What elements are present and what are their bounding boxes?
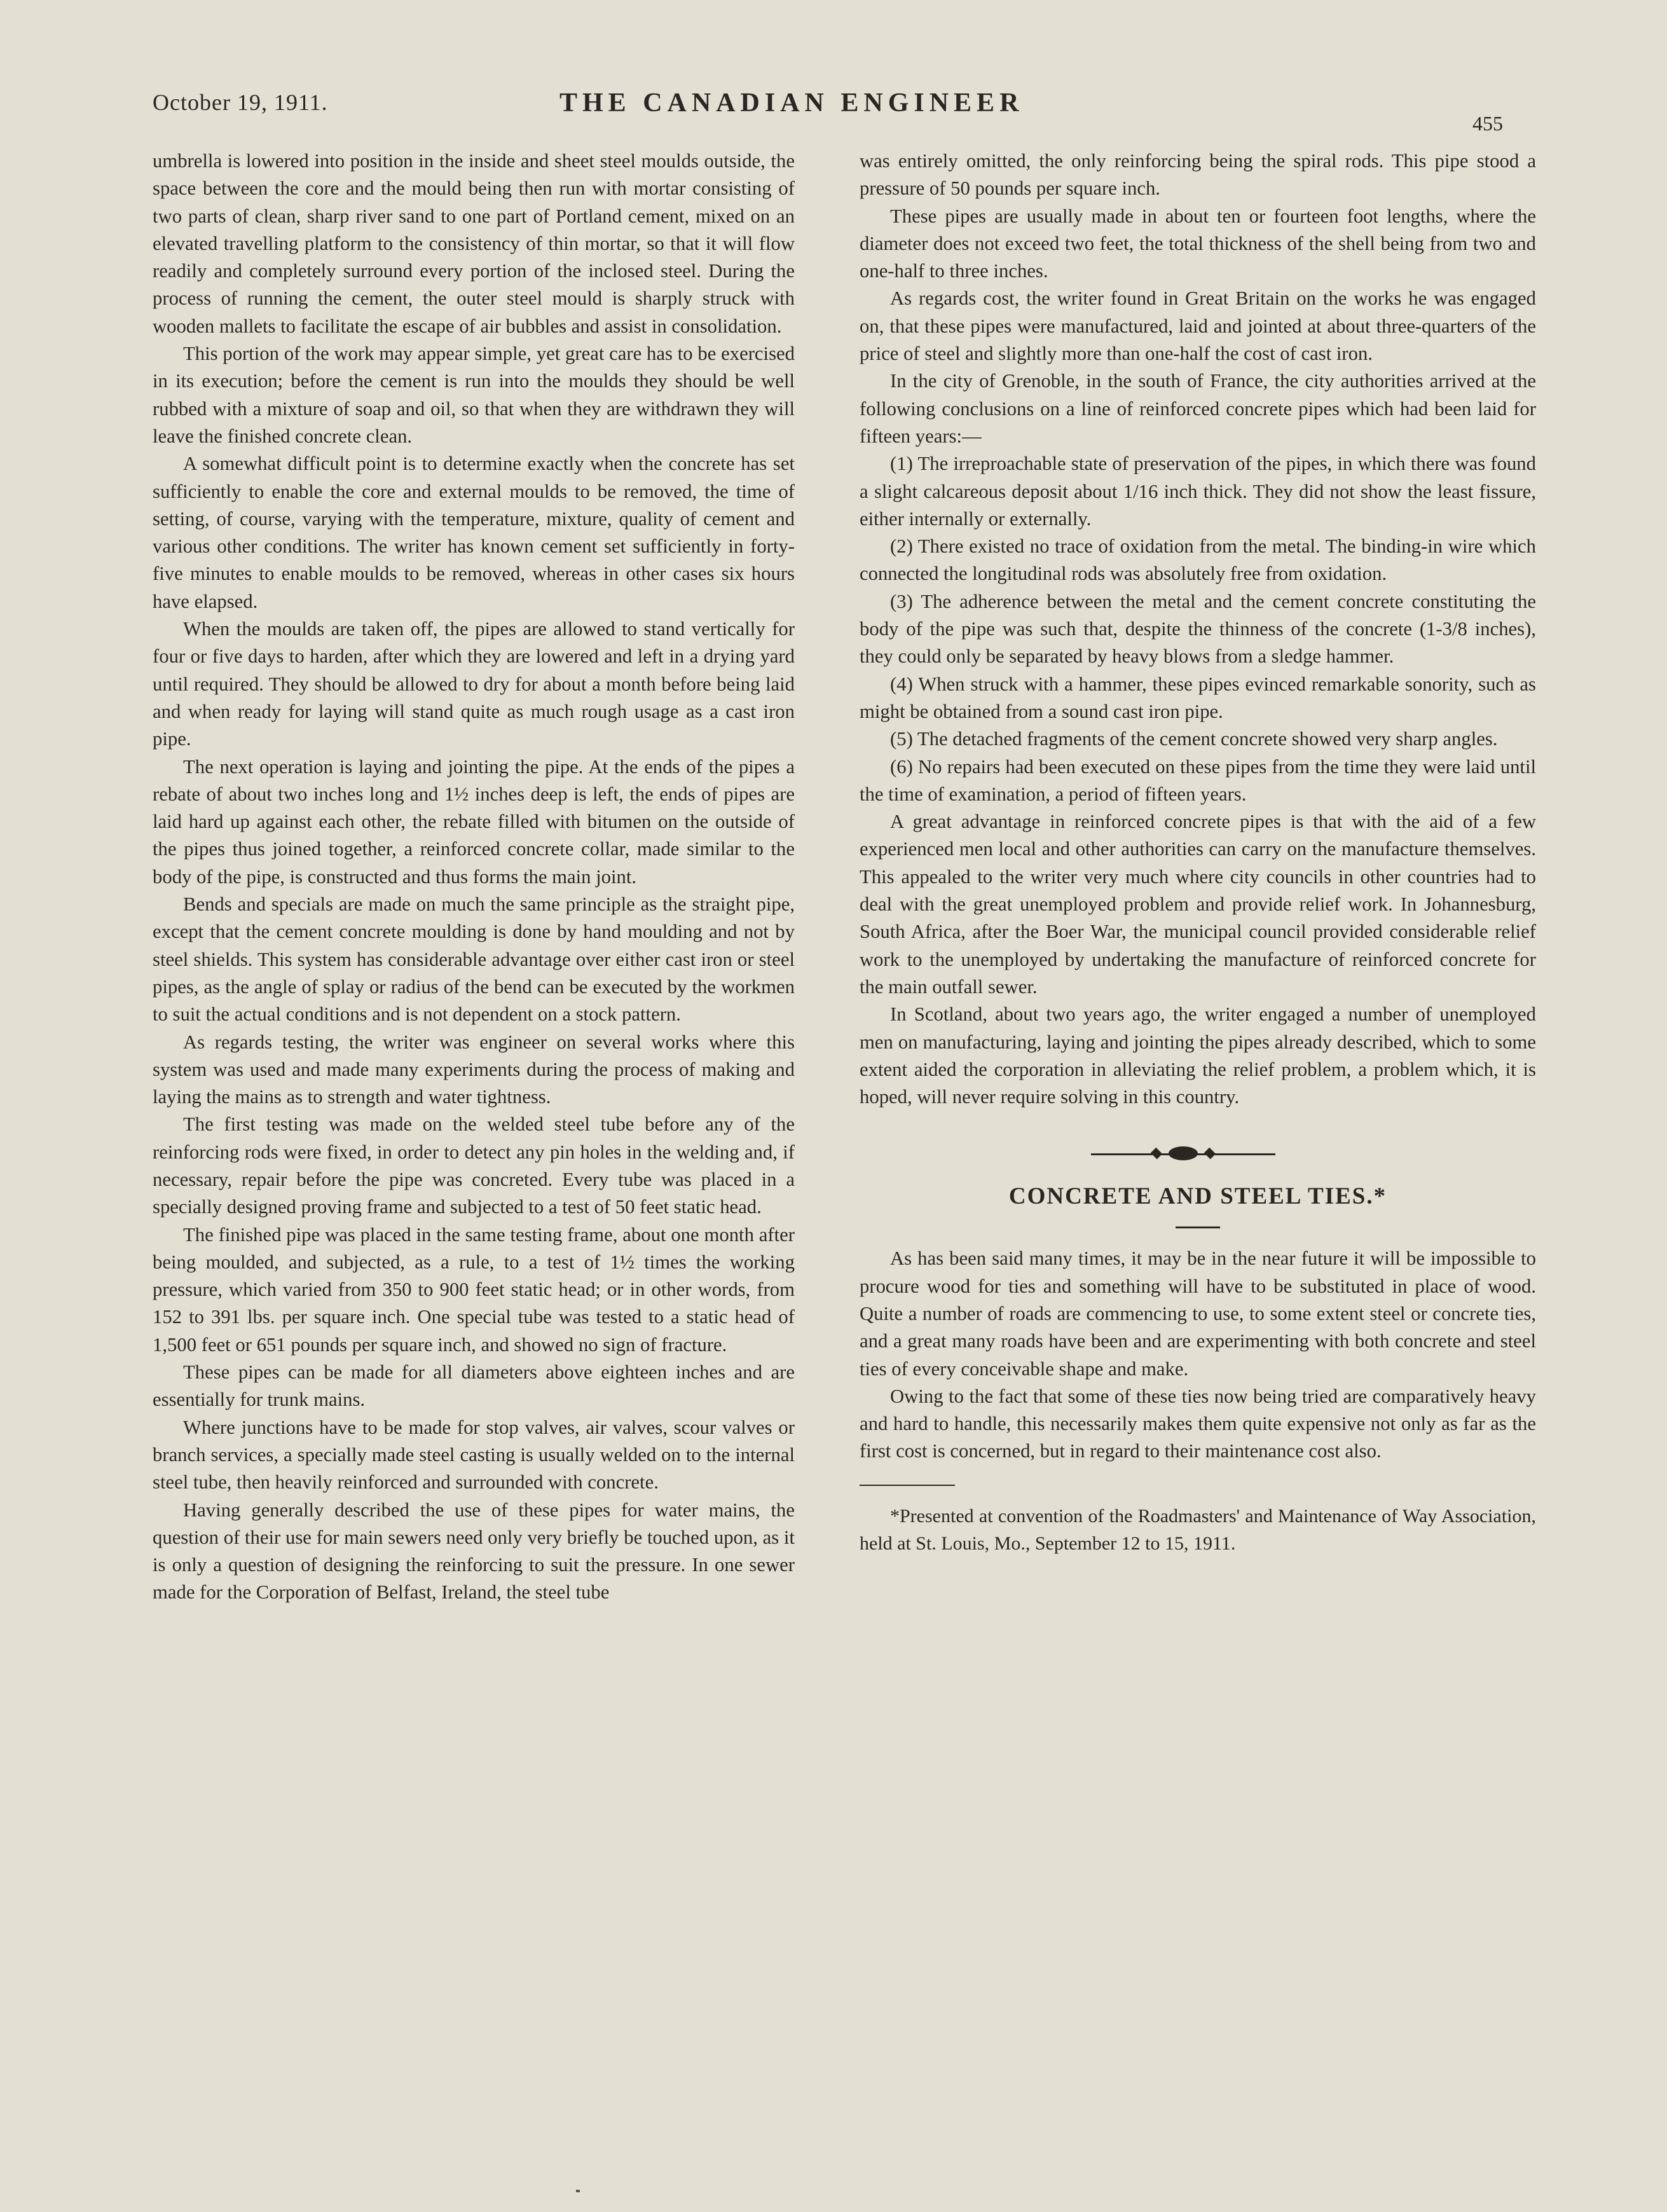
paragraph: Owing to the fact that some of these ties now being tried are comparatively heavy and hard to handle, this necessarily makes them quite expensive not only as far as the first cost is concerned, but in regard to their maintenance cost also. xyxy=(860,1385,1536,1462)
ornamental-divider xyxy=(860,1140,1536,1168)
paragraph: (5) The detached fragments of the cement concrete showed very sharp angles. xyxy=(890,728,1498,750)
section-heading: CONCRETE AND STEEL TIES.* xyxy=(1008,1183,1387,1210)
paragraph: In the city of Grenoble, in the south of France, the city authorities arrived at the following conclusions on a line of reinforced concrete pipes which had been laid for fifteen years:— xyxy=(860,370,1536,447)
right-column xyxy=(860,148,1536,1557)
paragraph: As regards testing, the writer was engineer on several works where this system was used and made many experiments during the process of making and laying the mains as to strength and water tightness. xyxy=(153,1031,795,1108)
paragraph: The first testing was made on the welded steel tube before any of the reinforcing rods were fixed, in order to detect any pin holes in the welding and, if necessary, repair before the pipe was concreted. Every tube was placed in a specially designed proving frame and subjected to a test of 50 feet static head. xyxy=(153,1113,795,1218)
journal-title: THE CANADIAN ENGINEER xyxy=(559,88,1024,118)
paragraph: The next operation is laying and jointing the pipe. At the ends of the pipes a rebate of about two inches long and 1½ inches deep is left, the ends of pipes are laid hard up against each other, the rebate filled with bitumen on the outside of the pipes thus joined together, a reinforced concrete collar, made similar to the body of the pipe, is constructed and thus forms the main joint. xyxy=(153,755,795,888)
page-header xyxy=(0,88,1667,135)
paragraph: A somewhat difficult point is to determine exactly when the concrete has set sufficiently to enable the core and external moulds to be removed, the time of setting, of course, varying with the temperature, mixture, quality of cement and various other conditions. The writer has known cement set sufficiently in forty-five minutes to enable moulds to be removed, whereas in other cases six hours have elapsed. xyxy=(153,453,795,612)
paragraph: (2) There existed no trace of oxidation from the metal. The binding-in wire which connected the longitudinal rods was absolutely free from oxidation. xyxy=(860,535,1536,585)
paragraph: was entirely omitted, the only reinforcing being the spiral rods. This pipe stood a pressure of 50 pounds per square inch. xyxy=(860,150,1536,200)
paragraph: As regards cost, the writer found in Great Britain on the works he was engaged on, that these pipes were manufactured, laid and jointed at about three-quarters of the price of steel and slightly more than one-half the cost of cast iron. xyxy=(860,287,1536,365)
footnote: *Presented at convention of the Roadmasters' and Maintenance of Way Association, held at St. Louis, Mo., September 12 to 15, 1911. xyxy=(860,1505,1536,1554)
footnote-rule xyxy=(860,1485,955,1486)
paragraph: umbrella is lowered into position in the inside and sheet steel moulds outside, the space between the core and the mould being then run with mortar consisting of two parts of clean, sharp river sand to one part of Portland cement, mixed on an elevated travelling platform to the consistency of thin mortar, so that it will flow readily and completely surround every portion of the inclosed steel. During the process of running the cement, the outer steel mould is sharply struck with wooden mallets to facilitate the escape of air bubbles and assist in consolidation. xyxy=(153,150,795,337)
paragraph: Having generally described the use of these pipes for water mains, the question of their use for main sewers need only very briefly be touched upon, as it is only a question of designing the reinforcing to suit the pressure. In one sewer made for the Corporation of Belfast, Ireland, the steel tube xyxy=(153,1499,795,1604)
paragraph: These pipes can be made for all diameters above eighteen inches and are essentially for trunk mains. xyxy=(153,1361,795,1411)
paragraph: (1) The irreproachable state of preservation of the pipes, in which there was found a slight calcareous deposit about 1/16 inch thick. They did not show the least fissure, either internally or externally. xyxy=(860,453,1536,530)
paragraph: (3) The adherence between the metal and the cement concrete constituting the body of the pipe was such that, despite the thinness of the concrete (1-3/8 inches), they could only be separated by heavy blows from a sledge hammer. xyxy=(860,590,1536,668)
issue-date: October 19, 1911. xyxy=(153,90,328,115)
heading-rule xyxy=(1176,1226,1220,1228)
paragraph: When the moulds are taken off, the pipes are allowed to stand vertically for four or five days to harden, after which they are lowered and left in a drying yard until required. They should be allowed to dry for about a month before being laid and when ready for laying will stand quite as much rough usage as a cast iron pipe. xyxy=(153,618,795,750)
paragraph: In Scotland, about two years ago, the writer engaged a number of unemployed men on manufacturing, laying and jointing the pipes already described, which to some extent aided the corporation in alleviating the relief problem, a problem which, it is hoped, will never require solving in this country. xyxy=(860,1003,1536,1108)
print-mark xyxy=(576,2190,580,2192)
paragraph: These pipes are usually made in about ten or fourteen foot lengths, where the diameter does not exceed two feet, the total thickness of the shell being from two and one-half to three inches. xyxy=(860,205,1536,282)
paragraph: (6) No repairs had been executed on these pipes from the time they were laid until the time of examination, a period of fifteen years. xyxy=(860,755,1536,805)
paragraph: Bends and specials are made on much the same principle as the straight pipe, except that the cement concrete moulding is done by hand moulding and not by steel shields. This system has considerable advantage over either cast iron or steel pipes, as the angle of splay or radius of the bend can be executed by the workmen to suit the actual conditions and is not dependent on a stock pattern. xyxy=(153,893,795,1026)
paragraph: As has been said many times, it may be in the near future it will be impossible to procure wood for ties and something will have to be substituted in place of wood. Quite a number of roads are commencing to use, to some extent steel or concrete ties, and a great many roads have been and are experimenting with both concrete and steel ties of every conceivable shape and make. xyxy=(860,1247,1536,1380)
left-column xyxy=(153,148,795,1607)
paragraph: Where junctions have to be made for stop valves, air valves, scour valves or branch services, a specially made steel casting is usually welded on to the internal steel tube, then heavily reinforced and surrounded with concrete. xyxy=(153,1416,795,1494)
page-number: 455 xyxy=(1472,112,1503,135)
paragraph: (4) When struck with a hammer, these pipes evinced remarkable sonority, such as might be obtained from a sound cast iron pipe. xyxy=(860,673,1536,722)
paragraph: A great advantage in reinforced concrete pipes is that with the aid of a few experienced men local and other authorities can carry on the manufacture themselves. This appealed to the writer very much where city councils in other countries had to deal with the great unemployed problem and provide relief work. In Johannesburg, South Africa, after the Boer War, the municipal council provided considerable relief work to the unemployed by undertaking the manufacture of reinforced concrete for the main outfall sewer. xyxy=(860,811,1536,998)
paragraph: The finished pipe was placed in the same testing frame, about one month after being moulded, and subjected, as a rule, to a test of 1½ times the working pressure, which varied from 350 to 900 feet static head; or in other words, from 152 to 391 lbs. per square inch. One special tube was tested to a static head of 1,500 feet or 651 pounds per square inch, and showed no sign of fracture. xyxy=(153,1223,795,1356)
paragraph: This portion of the work may appear simple, yet great care has to be exercised in its execution; before the cement is run into the moulds they should be well rubbed with a mixture of soap and oil, so that when they are withdrawn they will leave the finished concrete clean. xyxy=(153,343,795,447)
